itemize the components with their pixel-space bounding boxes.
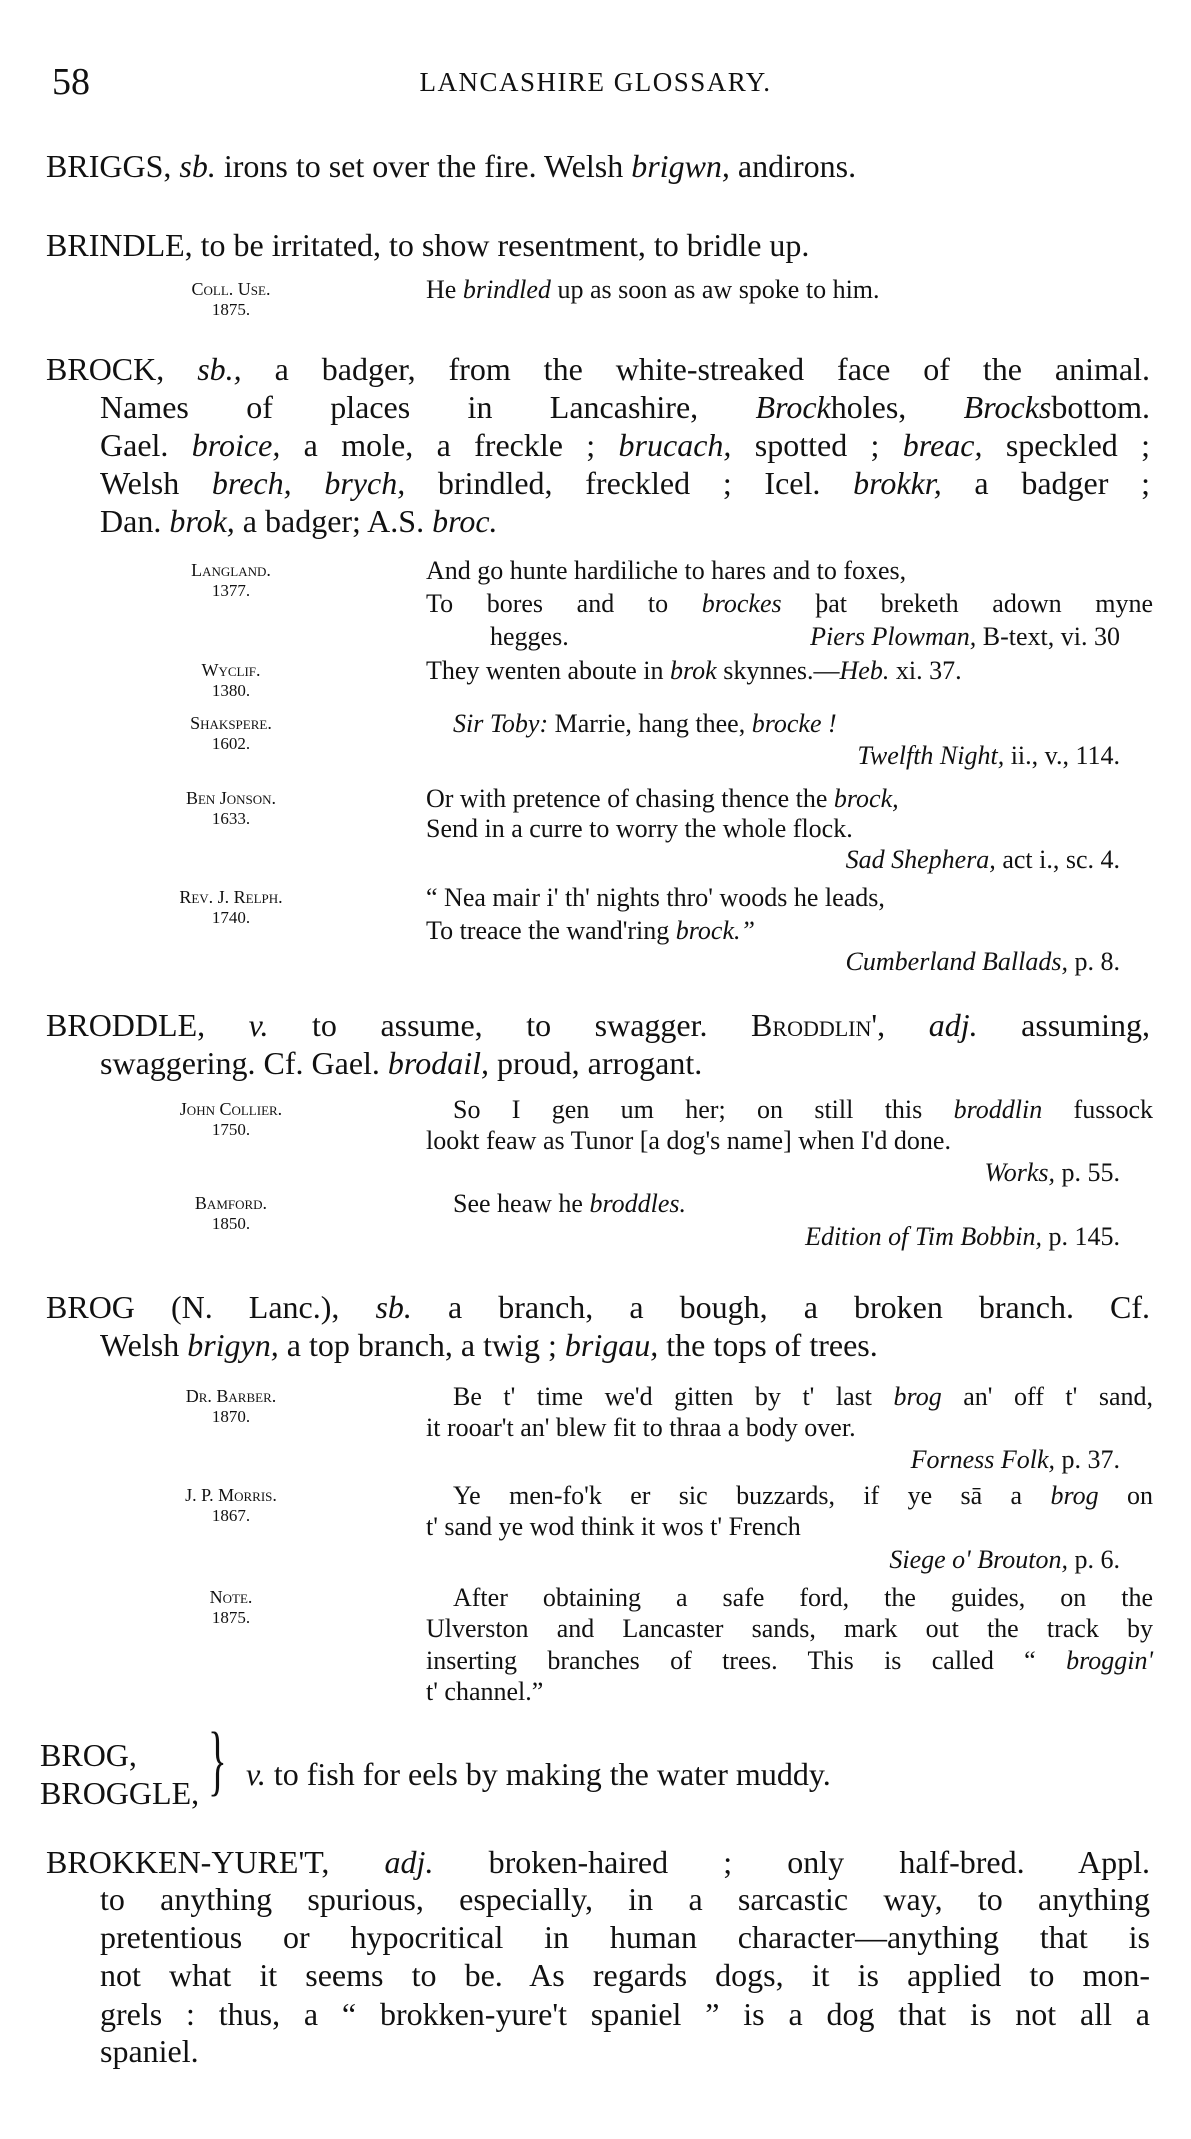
text-run: Names of places in Lancashire, (100, 389, 756, 425)
quote-line (426, 1613, 1153, 1645)
text-run: spotted ; (731, 427, 903, 463)
text-run: a top branch, a twig ; (278, 1327, 565, 1363)
italic-text: broddles. (589, 1189, 686, 1218)
quote-line-start (490, 622, 569, 651)
italic-text: brindled (462, 275, 551, 304)
text-run: t' sand ye wod think it wos t' French (426, 1512, 801, 1541)
text-run: p. 8. (1068, 947, 1120, 976)
text-run: hegges. (490, 622, 569, 651)
text-run: holes, (830, 389, 964, 425)
italic-text: broc. (432, 503, 498, 539)
quote-line (426, 1676, 1153, 1708)
quote-line (453, 1381, 1153, 1413)
citation-year: 1875. (211, 300, 251, 319)
citation-author: Dr. Barber. (185, 1386, 277, 1406)
headword-line (46, 1842, 1150, 1882)
text-run: p. 145. (1042, 1222, 1120, 1251)
italic-text: Sad Shephera, (845, 845, 996, 874)
text-run: Broddlin', (751, 1007, 886, 1043)
definition-line (100, 1994, 1150, 2034)
text-run: BROCK, (46, 351, 198, 387)
text-run (292, 465, 325, 501)
citation-year: 1867. (211, 1506, 251, 1525)
text-run: Or with pretence of chasing thence the (426, 784, 834, 813)
text-run: They wenten aboute in (426, 656, 671, 685)
quote-line (490, 621, 1120, 653)
italic-text: brych, (324, 465, 406, 501)
quote-line (453, 1582, 1153, 1614)
italic-text: brok, (169, 503, 235, 539)
italic-text: Piers Plowman, (810, 622, 977, 651)
quote-line (426, 1511, 1153, 1543)
citation-year: 1875. (211, 1608, 251, 1627)
citation-year: 1740. (211, 908, 251, 927)
quote-line (426, 783, 1153, 815)
text-run: on (1098, 1481, 1154, 1510)
text-run: And go hunte hardiliche to hares and to foxes, (426, 556, 907, 585)
quote-line (426, 588, 1153, 620)
text-run: He (426, 275, 463, 304)
definition-line (100, 501, 1150, 541)
definition (246, 1754, 831, 1794)
text-run: skynnes.— (716, 656, 840, 685)
definition-line (100, 387, 1150, 427)
citation-year: 1870. (211, 1407, 251, 1426)
quote-line (426, 1412, 1153, 1444)
text-run: up as soon as aw spoke to him. (550, 275, 880, 304)
text-run: t' channel.” (426, 1677, 544, 1706)
italic-text: brog (893, 1382, 942, 1411)
quote-line (426, 882, 1153, 914)
citation-year: 1750. (211, 1120, 251, 1139)
text-run: Ulverston and Lancaster sands, mark out the track by (426, 1614, 1153, 1643)
text-run: not what it seems to be. As regards dogs, it is applied to mon- (100, 1957, 1150, 1993)
italic-text: brok (670, 656, 717, 685)
text-run: a branch, a bough, a broken branch. Cf. (411, 1289, 1151, 1325)
citation-year: 1377. (211, 581, 251, 600)
italic-text: Cumberland Ballads, (845, 947, 1068, 976)
definition-line (100, 1043, 1150, 1083)
quote-line (453, 1188, 1153, 1220)
text-run: a mole, a freckle ; (280, 427, 619, 463)
text-run: swaggering. Cf. Gael. (100, 1045, 388, 1081)
quote-line (426, 555, 1153, 587)
text-run: Dan. (100, 503, 170, 539)
italic-text: sb. (179, 148, 216, 184)
italic-text: Twelfth Night, (857, 741, 1005, 770)
text-run: Gael. (100, 427, 192, 463)
italic-text: brigyn, (187, 1327, 279, 1363)
text-run: pretentious or hypocritical in human character—anything that is (100, 1919, 1150, 1955)
text-run: to anything spurious, especially, in a sarcastic way, to anything (100, 1881, 1150, 1917)
text-run: bottom. (1051, 389, 1151, 425)
italic-text: Edition of Tim Bobbin, (805, 1222, 1042, 1251)
quote-line (426, 274, 1153, 306)
text-run: lookt feaw as Tunor [a dog's name] when I'd done. (426, 1126, 951, 1155)
italic-text: Siege o' Brouton, (889, 1545, 1068, 1574)
citation-author: Ben Jonson. (185, 788, 277, 808)
text-run: Ye men-fo'k er sic buzzards, if ye sā a (453, 1481, 1051, 1510)
quote-source (810, 621, 1120, 653)
italic-text: breac, (902, 427, 983, 463)
quote-line (426, 1125, 1153, 1157)
definition-line (100, 1879, 1150, 1919)
quote-line (453, 1094, 1153, 1126)
italic-text: Heb. (839, 656, 890, 685)
brace-mark: } (208, 1716, 227, 1803)
definition-line (100, 2031, 1150, 2071)
citation-year: 1602. (211, 734, 251, 753)
italic-text: v. (248, 1007, 269, 1043)
text-run: a badger ; (941, 465, 1151, 501)
running-title: LANCASHIRE GLOSSARY. (419, 67, 772, 97)
italic-text: brockes (701, 589, 782, 618)
text-run: an' off t' sand, (941, 1382, 1153, 1411)
text-run: fussock (1042, 1095, 1153, 1124)
quote-line (426, 813, 1153, 845)
text-run: grels : thus, a “ brokken-yure't spaniel ” is a dog that is not all a (100, 1996, 1150, 2032)
page-number: 58 (52, 61, 90, 103)
italic-text: adj. (928, 1007, 978, 1043)
text-run: Marrie, hang thee, (548, 709, 752, 738)
quote-line (426, 946, 1120, 978)
definition-line (100, 463, 1150, 503)
quote-line (426, 1221, 1120, 1253)
text-run: ii., v., 114. (1004, 741, 1120, 770)
text-run: So I gen um her; on still this (453, 1095, 954, 1124)
text-run: broken-haired ; only half-bred. Appl. (433, 1844, 1151, 1880)
italic-text: brog (1050, 1481, 1099, 1510)
text-run: p. 55. (1055, 1158, 1120, 1187)
text-run: To treace the wand'ring (426, 916, 676, 945)
text-run: irons to set over the fire. Welsh (215, 148, 632, 184)
quote-line (426, 915, 1153, 947)
italic-text: broice, (191, 427, 281, 463)
citation-year: 1633. (211, 809, 251, 828)
text-run: BROKKEN-YURE'T, (46, 1844, 385, 1880)
italic-text: brocke ! (751, 709, 837, 738)
citation-author: Rev. J. Relph. (179, 887, 283, 907)
italic-text: brigau, (564, 1327, 659, 1363)
definition-line (100, 1917, 1150, 1957)
quote-line (426, 1544, 1120, 1576)
text-run: xi. 37. (889, 656, 962, 685)
italic-text: Brocks (963, 389, 1052, 425)
italic-text: brech, (211, 465, 292, 501)
citation-author: John Collier. (179, 1099, 283, 1119)
text-run: act i., sc. 4. (995, 845, 1120, 874)
text-run: “ Nea mair i' th' nights thro' woods he leads, (426, 883, 885, 912)
headword: BROGGLE, (40, 1775, 200, 1811)
text-run: the tops of trees. (658, 1327, 878, 1363)
text-run: spaniel. (100, 2033, 199, 2069)
text-run: it rooar't an' blew fit to thraa a body over. (426, 1413, 856, 1442)
quote-line (426, 1645, 1153, 1677)
citation-author: Shakspere. (190, 713, 272, 733)
text-run: After obtaining a safe ford, the guides, on the (453, 1583, 1153, 1612)
italic-text: brock, (833, 784, 899, 813)
italic-text: sb., (197, 351, 242, 387)
quote-line (453, 708, 1153, 740)
headword-line (46, 1287, 1150, 1327)
quote-line (426, 844, 1120, 876)
text-run: brindled, freckled ; Icel. (405, 465, 854, 501)
italic-text: brucach, (618, 427, 732, 463)
text-run: Welsh (100, 1327, 188, 1363)
text-run: to fish for eels by making the water muddy. (265, 1756, 831, 1792)
text-run: To bores and to (426, 589, 702, 618)
text-run: andirons. (729, 148, 857, 184)
citation-year: 1850. (211, 1214, 251, 1233)
quote-line (426, 1157, 1120, 1189)
definition-line (100, 425, 1150, 465)
text-run: inserting branches of trees. This is called “ (426, 1646, 1067, 1675)
text-run: BRIGGS, (46, 148, 180, 184)
headword-line (46, 349, 1150, 389)
italic-text: Sir Toby: (453, 709, 549, 738)
citation-year: 1380. (211, 681, 251, 700)
citation-author: J. P. Morris. (185, 1485, 277, 1505)
quote-line (453, 1480, 1153, 1512)
italic-text: brokkr, (853, 465, 942, 501)
italic-text: broddlin (953, 1095, 1043, 1124)
text-run: to assume, to swagger. (268, 1007, 752, 1043)
text-run: BRODDLE, (46, 1007, 249, 1043)
text-run: BROG (N. Lanc.), (46, 1289, 376, 1325)
text-run: Send in a curre to worry the whole flock. (426, 814, 853, 843)
text-run: p. 6. (1068, 1545, 1120, 1574)
italic-text: adj. (384, 1844, 434, 1880)
text-run: a badger, from the white-streaked face of the animal. (241, 351, 1151, 387)
italic-text: sb. (375, 1289, 412, 1325)
citation-author: Langland. (191, 560, 271, 580)
definition-line (100, 1955, 1150, 1995)
italic-text: brigwn, (631, 148, 730, 184)
text-run: proud, arrogant. (488, 1045, 703, 1081)
citation-author: Coll. Use. (191, 279, 271, 299)
text-run: B-text, vi. 30 (976, 622, 1120, 651)
citation-author: Wyclif. (201, 660, 261, 680)
italic-text: broggin' (1066, 1646, 1153, 1675)
italic-text: Forness Folk, (910, 1445, 1055, 1474)
text-run: a badger; A.S. (234, 503, 433, 539)
text-run: Welsh (100, 465, 212, 501)
text-run: p. 37. (1055, 1445, 1120, 1474)
citation-author: Bamford. (194, 1193, 268, 1213)
italic-text: Brock (755, 389, 831, 425)
headword-line (46, 225, 1150, 265)
text-run: See heaw he (453, 1189, 590, 1218)
italic-text: Works, (984, 1158, 1055, 1187)
italic-text: brodail, (387, 1045, 489, 1081)
italic-text: v. (246, 1756, 266, 1792)
text-run: Be t' time we'd gitten by t' last (453, 1382, 894, 1411)
text-run (885, 1007, 929, 1043)
definition-line (100, 1325, 1150, 1365)
text-run: speckled ; (982, 427, 1151, 463)
quote-line (426, 655, 1153, 687)
headword: BROG, (40, 1737, 137, 1773)
text-run: þat breketh adown myne (781, 589, 1153, 618)
quote-line (426, 740, 1120, 772)
quote-line (426, 1444, 1120, 1476)
headword-line (46, 146, 1150, 186)
text-run: BRINDLE, to be irritated, to show resentment, to bridle up. (46, 227, 810, 263)
citation-author: Note. (209, 1587, 253, 1607)
headword-line (46, 1005, 1150, 1045)
text-run: assuming, (977, 1007, 1151, 1043)
italic-text: brock.” (675, 916, 755, 945)
